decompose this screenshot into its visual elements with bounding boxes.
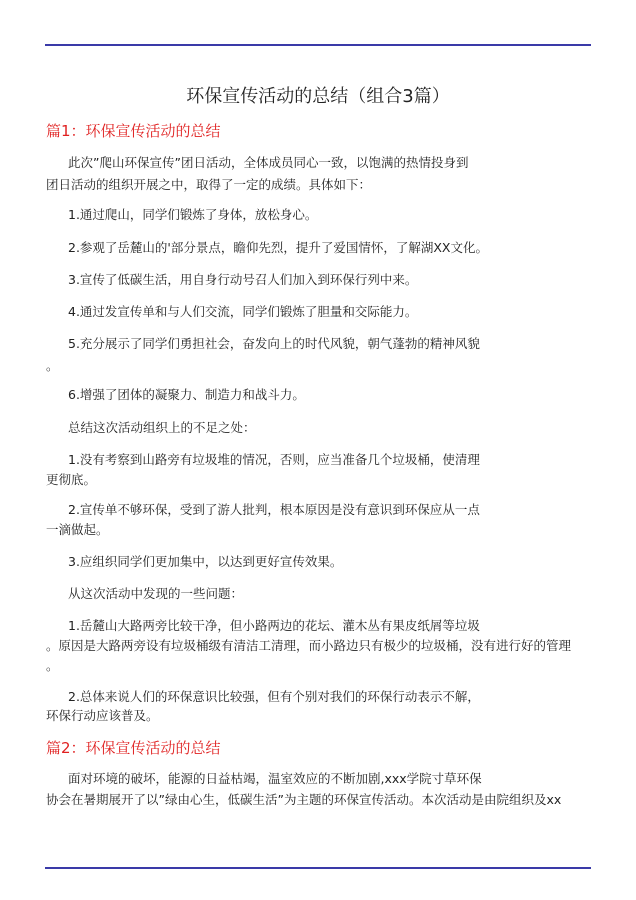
section1-heading: 篇1：环保宣传活动的总结 (46, 122, 221, 140)
header-rule (45, 44, 591, 46)
paragraph-line: 。 (46, 658, 59, 673)
footer-rule (45, 867, 591, 869)
paragraph-line: 面对环境的破坏，能源的日益枯竭，温室效应的不断加剧,xxx学院寸草环保 (68, 771, 482, 786)
paragraph-line: 协会在暑期展开了以”绿由心生，低碳生活”为主题的环保宣传活动。本次活动是由院组织及xx (46, 792, 562, 807)
paragraph-line: 2.总体来说人们的环保意识比较强，但有个别对我们的环保行动表示不解， (68, 689, 480, 704)
paragraph-line: 总结这次活动组织上的不足之处： (68, 420, 256, 435)
paragraph-line: 1.通过爬山，同学们锻炼了身体，放松身心。 (68, 207, 318, 222)
paragraph-line: 更彻底。 (46, 472, 97, 487)
paragraph-line: 此次”爬山环保宣传”团日活动，全体成员同心一致，以饱满的热情投身到 (68, 155, 469, 170)
paragraph-line: 1.没有考察到山路旁有垃圾堆的情况，否则，应当准备几个垃圾桶，使清理 (68, 452, 480, 467)
paragraph-line: 从这次活动中发现的一些问题： (68, 586, 244, 601)
paragraph-line: 环保行动应该普及。 (46, 708, 159, 723)
paragraph-line: 。原因是大路两旁设有垃圾桶级有清洁工清理，而小路边只有极少的垃圾桶，没有进行好的管理 (46, 638, 572, 653)
paragraph-line: 3.宣传了低碳生活，用自身行动号召人们加入到环保行列中来。 (68, 272, 418, 287)
paragraph-line: 1.岳麓山大路两旁比较干净，但小路两边的花坛、灌木丛有果皮纸屑等垃圾 (68, 618, 480, 633)
paragraph-line: 3.应组织同学们更加集中，以达到更好宣传效果。 (68, 554, 343, 569)
section2-heading: 篇2：环保宣传活动的总结 (46, 739, 221, 757)
paragraph-line: 团日活动的组织开展之中，取得了一定的成绩。具体如下： (46, 177, 372, 192)
paragraph-line: 6.增强了团体的凝聚力、制造力和战斗力。 (68, 387, 305, 402)
paragraph-line: 2.宣传单不够环保，受到了游人批判，根本原因是没有意识到环保应从一点 (68, 502, 480, 517)
paragraph-line: 5.充分展示了同学们勇担社会，奋发向上的时代风貌，朝气蓬勃的精神风貌 (68, 336, 480, 351)
paragraph-line: 。 (46, 358, 59, 373)
document-title: 环保宣传活动的总结（组合3篇） (186, 86, 450, 107)
paragraph-line: 一滴做起。 (46, 522, 109, 537)
paragraph-line: 2.参观了岳麓山的'部分景点，瞻仰先烈，提升了爱国情怀，了解湖XX文化。 (68, 240, 488, 255)
paragraph-line: 4.通过发宣传单和与人们交流，同学们锻炼了胆量和交际能力。 (68, 304, 418, 319)
